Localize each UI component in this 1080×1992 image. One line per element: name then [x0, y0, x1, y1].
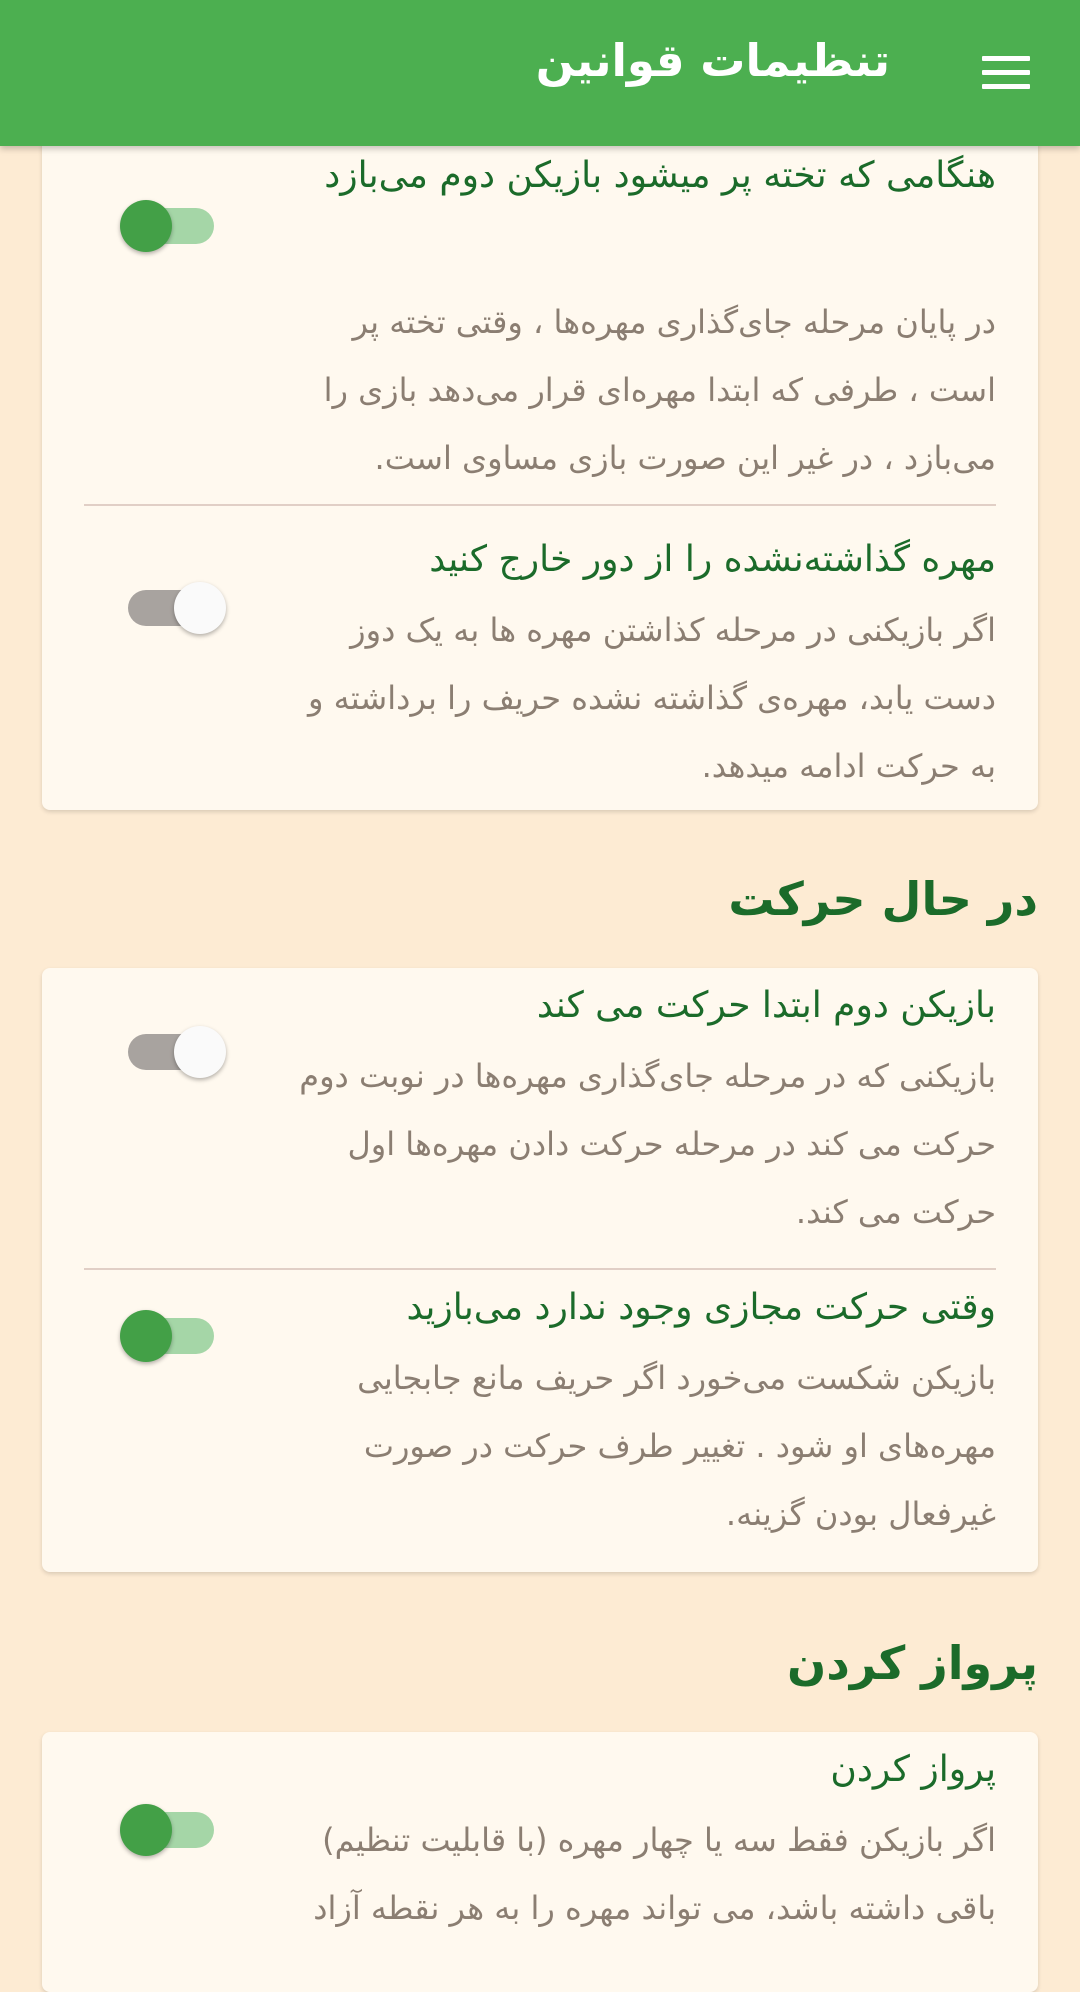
app-bar: [0, 0, 1080, 146]
setting-title: وقتی حرکت مجازی وجود ندارد می‌بازید: [406, 1287, 996, 1328]
toggle-switch-on[interactable]: [118, 1794, 210, 1854]
setting-row-lose-when-no-legal-move[interactable]: [42, 1270, 1038, 1570]
setting-row-second-player-moves-first[interactable]: [42, 968, 1038, 1268]
setting-row-remove-unplaced-piece[interactable]: [42, 506, 1038, 806]
setting-description: بازیکنی که در مرحله جای‌گذاری مهره‌ها در نوبت دوم حرکت می کند در مرحله حرکت دادن مهره‌ها اول حرکت می کند.: [299, 1057, 996, 1231]
setting-description: اگر بازیکنی در مرحله کذاشتن مهره ها به یک دوز دست یابد، مهره‌ی گذاشته نشده حریف را برداشته و به حرکت ادامه میدهد.: [307, 611, 996, 785]
setting-description: اگر بازیکن فقط سه یا چهار مهره (با قابلیت تنظیم) باقی داشته باشد، می تواند مهره را به هر نقطه آزاد: [313, 1821, 996, 1927]
toggle-thumb: [120, 200, 172, 252]
settings-card: [42, 1732, 1038, 1992]
section-header-moving: در حال حرکت: [728, 872, 1038, 926]
settings-card: [42, 968, 1038, 1572]
page-title: تنظیمات قوانین: [535, 34, 890, 87]
hamburger-menu-icon[interactable]: [982, 56, 1030, 90]
toggle-thumb: [174, 1026, 226, 1078]
toggle-switch-on[interactable]: [118, 1300, 210, 1360]
setting-title: پرواز کردن: [830, 1749, 996, 1790]
toggle-thumb: [120, 1804, 172, 1856]
settings-card: [42, 120, 1038, 810]
setting-row-flying[interactable]: [42, 1732, 1038, 1992]
setting-title: هنگامی که تخته پر میشود بازیکن دوم می‌بازد: [324, 155, 996, 196]
toggle-switch-off[interactable]: [118, 572, 210, 632]
setting-row-board-full-second-loses[interactable]: [42, 120, 1038, 500]
setting-title: مهره گذاشته‌نشده را از دور خارج کنید: [429, 539, 996, 580]
toggle-thumb: [174, 582, 226, 634]
setting-description: در پایان مرحله جای‌گذاری مهره‌ها ، وقتی تخته پر است ، طرفی که ابتدا مهره‌ای قرار می‌دهد بازی را می‌بازد ، در غیر این صورت بازی مساوی است.: [323, 303, 996, 477]
toggle-thumb: [120, 1310, 172, 1362]
setting-title: بازیکن دوم ابتدا حرکت می کند: [536, 985, 996, 1026]
toggle-switch-on[interactable]: [118, 190, 210, 250]
toggle-switch-off[interactable]: [118, 1016, 210, 1076]
section-header-flying: پرواز کردن: [787, 1636, 1038, 1690]
setting-description: بازیکن شکست می‌خورد اگر حریف مانع جابجایی مهره‌های او شود . تغییر طرف حرکت در صورت غیرفعال بودن گزینه.: [357, 1359, 996, 1533]
